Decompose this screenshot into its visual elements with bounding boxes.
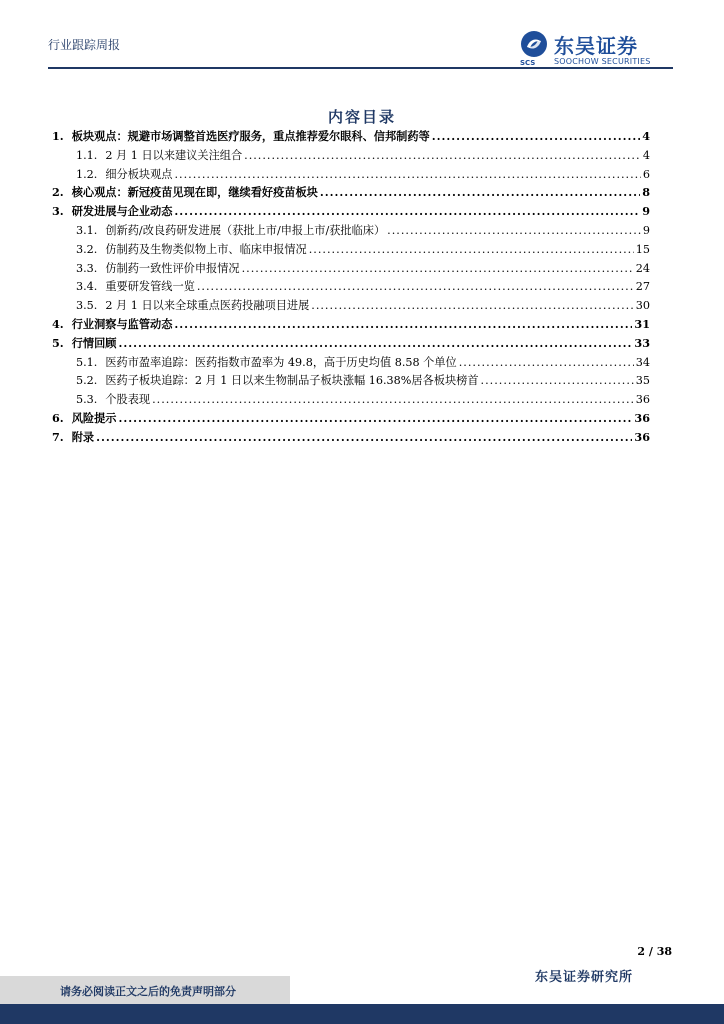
toc-entry-title: 医药市盈率追踪：医药指数市盈率为 49.8，高于历史均值 8.58 个单位 — [105, 355, 457, 369]
toc-leader-dots — [320, 185, 640, 199]
company-logo — [520, 28, 670, 68]
toc-entry[interactable] — [52, 354, 650, 373]
report-category: 行业跟踪周报 — [48, 38, 121, 52]
toc-entry-title: 仿制药及生物类似物上市、临床申报情况 — [105, 242, 307, 256]
toc-entry-number: 1. — [52, 129, 64, 143]
toc-entry-number: 3.2. — [76, 242, 98, 256]
toc-entry[interactable] — [52, 166, 650, 185]
toc-entry-page: 4 — [642, 129, 650, 143]
toc-entry-page: 4 — [642, 148, 650, 162]
toc-entry[interactable] — [52, 147, 650, 166]
toc-leader-dots — [118, 336, 632, 350]
toc-leader-dots — [311, 299, 633, 312]
toc-leader-dots — [481, 374, 634, 387]
footer-disclaimer: 请务必阅读正文之后的免责声明部分 — [60, 985, 236, 998]
toc-entry-number: 6. — [52, 410, 64, 425]
toc-entry[interactable] — [52, 410, 650, 429]
toc-entry-title: 核心观点：新冠疫苗见现在即，继续看好疫苗板块 — [71, 185, 318, 200]
toc-entry-title: 细分板块观点 — [105, 167, 173, 181]
toc-entry-title: 行情回顾 — [71, 335, 117, 350]
toc-entry[interactable] — [52, 241, 650, 260]
toc-entry-number: 3.5. — [76, 299, 98, 313]
toc-entry[interactable] — [52, 372, 650, 391]
toc-entry-title: 研发进展与企业动态 — [71, 204, 173, 219]
toc-entry-title: 风险提示 — [71, 410, 117, 425]
toc-entry-page: 33 — [634, 335, 650, 350]
toc-entry-title: 附录 — [71, 429, 95, 444]
toc-entry-page: 36 — [634, 429, 650, 444]
footer-band — [0, 976, 724, 1024]
research-institute-name: 东吴证券研究所 — [535, 970, 634, 985]
toc-entry-number: 3.3. — [76, 261, 98, 275]
toc-entry-title: 创新药/改良药研发进展（获批上市/申报上市/获批临床） — [105, 223, 386, 237]
logo-english-name: SOOCHOW SECURITIES — [554, 57, 651, 66]
toc-entry-number: 5. — [52, 335, 64, 350]
toc-leader-dots — [387, 224, 641, 237]
toc-entry-page: 35 — [635, 374, 650, 388]
toc-entry[interactable] — [52, 297, 650, 316]
toc-entry-page: 34 — [635, 355, 650, 369]
toc-leader-dots — [432, 129, 641, 143]
toc-entry-title: 2 月 1 日以来全球重点医药投融项目进展 — [105, 299, 310, 313]
toc-entry-number: 3.1. — [76, 223, 98, 237]
toc-leader-dots — [96, 430, 632, 444]
toc-entry-page: 24 — [635, 261, 650, 275]
toc-entry-page: 36 — [634, 410, 650, 425]
toc-leader-dots — [242, 262, 634, 275]
toc-entry[interactable] — [52, 184, 650, 203]
toc-leader-dots — [118, 411, 632, 425]
toc-leader-dots — [175, 168, 641, 181]
toc-entry-page: 36 — [635, 393, 650, 407]
toc-entry-title: 2 月 1 日以来建议关注组合 — [105, 148, 243, 162]
toc-leader-dots — [309, 243, 634, 256]
toc-entry-page: 27 — [635, 280, 650, 294]
toc-entry-page: 9 — [642, 223, 650, 237]
toc-entry-title: 个股表现 — [105, 393, 151, 407]
toc-entry-title: 仿制药一致性评价申报情况 — [105, 261, 240, 275]
toc-entry-title: 重要研发管线一览 — [105, 280, 195, 294]
toc-entry-number: 1.2. — [76, 167, 98, 181]
toc-entry-page: 9 — [642, 204, 650, 219]
toc-entry[interactable] — [52, 260, 650, 279]
toc-entry-page: 8 — [642, 185, 650, 200]
toc-entry[interactable] — [52, 391, 650, 410]
toc-entry[interactable] — [52, 278, 650, 297]
toc-leader-dots — [152, 393, 634, 406]
toc-entry-number: 7. — [52, 429, 64, 444]
toc-entry[interactable] — [52, 429, 650, 448]
toc-entry-page: 15 — [635, 242, 650, 256]
toc-entry[interactable] — [52, 222, 650, 241]
footer-bar — [0, 1004, 724, 1024]
toc-entry[interactable] — [52, 316, 650, 335]
toc-entry-number: 3.4. — [76, 280, 98, 294]
toc-entry[interactable] — [52, 203, 650, 222]
toc-leader-dots — [244, 149, 641, 162]
soochow-logo-icon — [520, 30, 548, 58]
toc-entry-number: 4. — [52, 316, 64, 331]
toc-entry-title: 医药子板块追踪：2 月 1 日以来生物制品子板块涨幅 16.38%居各板块榜首 — [105, 374, 479, 388]
toc-entry-number: 5.3. — [76, 393, 98, 407]
toc-entry-number: 5.2. — [76, 374, 98, 388]
toc-leader-dots — [197, 280, 634, 293]
toc-entry-number: 2. — [52, 185, 64, 200]
toc-leader-dots — [174, 317, 632, 331]
toc-entry-page: 30 — [635, 299, 650, 313]
toc-entry-page: 31 — [634, 316, 650, 331]
toc-entry-number: 3. — [52, 204, 64, 219]
logo-abbreviation: SCS — [520, 59, 536, 67]
toc-entry-number: 5.1. — [76, 355, 98, 369]
toc-entry-number: 1.1. — [76, 148, 98, 162]
toc-entry-page: 6 — [642, 167, 650, 181]
logo-chinese-name: 东吴证券 — [554, 34, 638, 58]
table-of-contents — [52, 128, 650, 448]
toc-entry[interactable] — [52, 128, 650, 147]
toc-entry-title: 行业洞察与监管动态 — [71, 316, 173, 331]
header-divider — [48, 67, 673, 69]
toc-title: 内容目录 — [327, 108, 396, 126]
toc-entry-title: 板块观点：规避市场调整首选医疗服务，重点推荐爱尔眼科、信邦制药等 — [71, 129, 430, 143]
page-number: 2 / 38 — [637, 945, 672, 958]
toc-leader-dots — [174, 204, 640, 218]
toc-entry[interactable] — [52, 335, 650, 354]
toc-leader-dots — [459, 356, 634, 369]
